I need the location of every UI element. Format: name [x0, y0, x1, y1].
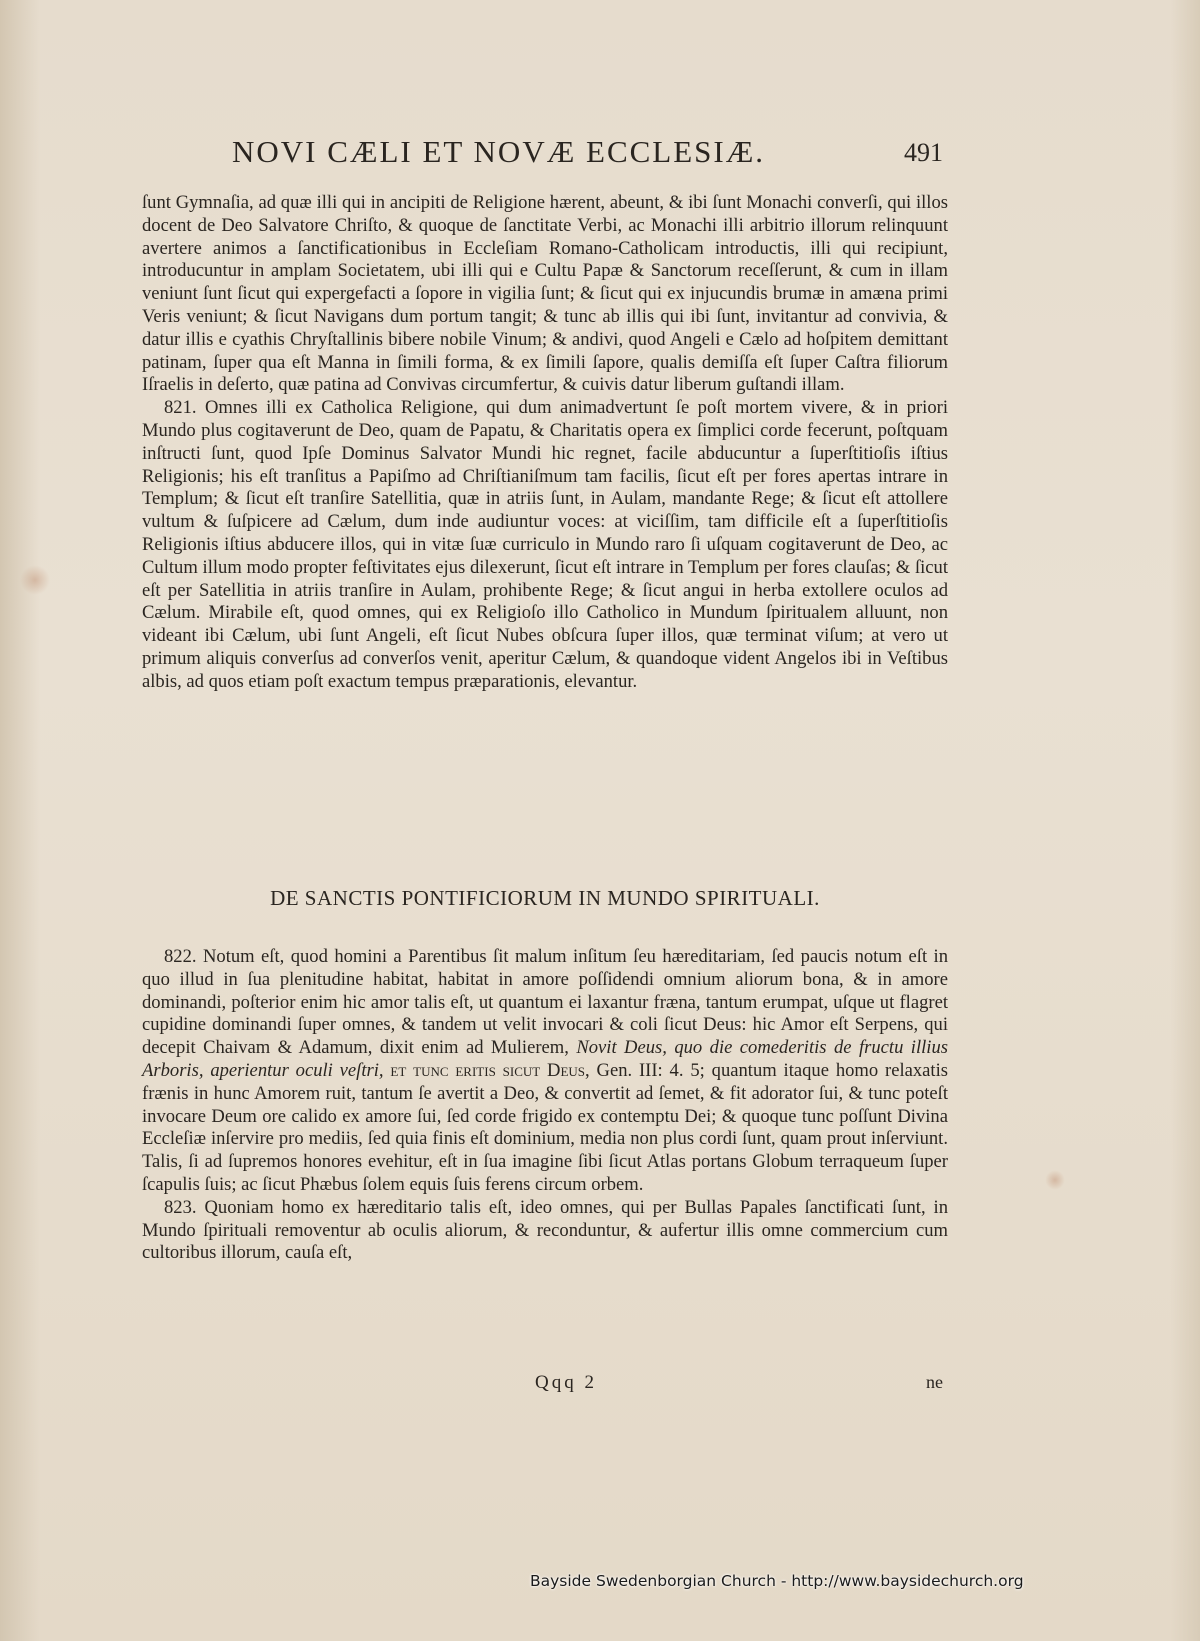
paragraph-822-quote: Novit Deus, quo die comederitis de fructu illius Arboris, aperientur oculi veſtri, [142, 1037, 948, 1081]
running-title: NOVI CÆLI ET NOVÆ ECCLESIÆ. [232, 134, 766, 169]
section-heading: DE SANCTIS PONTIFICIORUM IN MUNDO SPIRITUALI. [270, 886, 820, 910]
signature-mark: Qqq 2 [535, 1372, 597, 1393]
page-number: 491 [904, 138, 943, 167]
text-block-upper [142, 192, 948, 694]
running-head [232, 134, 952, 174]
text-block-lower [142, 946, 948, 1265]
watermark-credit: Bayside Swedenborgian Church - http://www.baysidechurch.org [530, 1572, 1024, 1590]
paragraph-822 [142, 946, 948, 1197]
paragraph-822-caps: et tunc eritis sicut Deus, [390, 1059, 590, 1081]
paragraph-821: 821. Omnes illi ex Catholica Religione, qui dum animadvertunt ſe poſt mortem vivere, & in priori Mundo plus cogitaverunt de Deo, quam de Papatu, & Charitatis opera ex ſimplici corde fecerunt, poſtquam inſtructi ſunt, quod Ipſe Dominus Salvator Mundi hic regnet, facile abducuntur a ſuperſtitioſis iſtius Religionis; his eſt tranſitus a Papiſmo ad Chriſtianiſmum tam facilis, ſicut eſt per fores apertas intrare in Templum; & ſicut eſt tranſire Satellitia, quæ in atriis ſunt, in Aulam, mandante Rege; & ſicut eſt attollere vultum & ſuſpicere ad Cælum, dum inde audiuntur voces: at viciſſim, tam difficile eſt a ſuperſtitioſis Religionis iſtius abducere illos, qui in vitæ ſuæ curriculo in Mundo raro ſi uſquam cogitaverunt de Deo, ac Cultum illum modo propter feſtivitates ejus dilexerunt, ſicut eſt intrare in Templum per fores clauſas; & ſicut eſt per Satellitia in atriis tranſire in Aulam, prohibente Rege; & ſicut angui in herba extollere oculos ad Cælum. Mirabile eſt, quod omnes, qui ex Religioſo illo Catholico in Mundum ſpiritualem alluunt, non videant ibi Cælum, ubi ſunt Angeli, eſt ſicut Nubes obſcura ſuper illos, quæ terminat viſum; at vero ut primum aliquis converſus ad converſos venit, aperitur Cælum, & quandoque vident Angelos ibi in Veſtibus albis, ad quos etiam poſt exactum tempus præparationis, elevantur. [142, 397, 948, 692]
paragraph-823: 823. Quoniam homo ex hæreditario talis eſt, ideo omnes, qui per Bullas Papales ſanctificati ſunt, in Mundo ſpirituali removentur ab oculis aliorum, & reconduntur, & aufertur illis omne commercium cum cultoribus illorum, cauſa eſt, [142, 1196, 948, 1264]
paper-stain [1045, 1170, 1065, 1190]
paragraph-822-text-b: Gen. III: 4. 5; quantum itaque homo relaxatis frænis in hunc Amorem ruit, tantum ſe avertit a Deo, & convertit ad ſemet, & fit adorator ſui, & tunc poteſt invocare Deum ore calido ex amore ſui, ſed corde frigido ex contemptu Dei; & quoque tunc poſſunt Divina Eccleſiæ inſervire pro mediis, ſed quia finis eſt dominium, media non plus cordi ſunt, quam prout inſerviunt. Talis, ſi ad ſupremos honores evehitur, eſt in ſua imagine ſibi ſicut Atlas portans Globum terraqueum ſuper ſcapulis ſuis; ac ſicut Phæbus ſolem equis ſuis ferens circum orbem. [142, 1059, 948, 1195]
paper-stain [20, 565, 50, 595]
catchword: ne [926, 1372, 943, 1392]
paragraph-822-text-a: 822. Notum eſt, quod homini a Parentibus ſit malum inſitum ſeu hæreditariam, ſed paucis notum eſt in quo illud in ſua plenitudine habitat, habitat in amore poſſidendi omnium aliorum bona, & in amore dominandi, poſterior enim hic amor talis eſt, ut quantum ei laxantur fræna, tantum erumpat, uſque ut flagret cupidine dominandi ſuper omnes, & tandem ut velit invocari & coli ſicut Deus: hic Amor eſt Serpens, qui decepit Chaivam & Adamum, dixit enim ad Mulierem, [142, 946, 948, 1059]
paragraph-continued: ſunt Gymnaſia, ad quæ illi qui in ancipiti de Religione hærent, abeunt, & ibi ſunt Monachi converſi, qui illos docent de Deo Salvatore Chriſto, & quoque de ſanctitate Verbi, ac Monachi illi arbitrio illorum relinquunt avertere animos a ſanctificationibus in Eccleſiam Romano-Catholicam introductis, illi qui recipiunt, introducuntur in amplam Societatem, ubi illi qui e Cultu Papæ & Sanctorum receſſerunt, & cum in illam veniunt ſunt ſicut qui expergefacti a ſopore in vigilia ſunt; & ſicut qui ex injucundis brumæ in amæna primi Veris veniunt; & ſicut Navigans dum portum tangit; & tunc ab illis qui ibi ſunt, invitantur ad convivia, & datur illis e cyathis Chryſtallinis bibere nobile Vinum; & andivi, quod Angeli e Cælo ad hoſpitem demittant patinam, ſuper qua eſt Manna in ſimili forma, & ex ſimili ſapore, qualis demiſſa eſt ſuper Caſtra filiorum Iſraelis in deſerto, quæ patina ad Convivas circumfertur, & cuivis datur liberum guſtandi illam. [142, 192, 948, 396]
